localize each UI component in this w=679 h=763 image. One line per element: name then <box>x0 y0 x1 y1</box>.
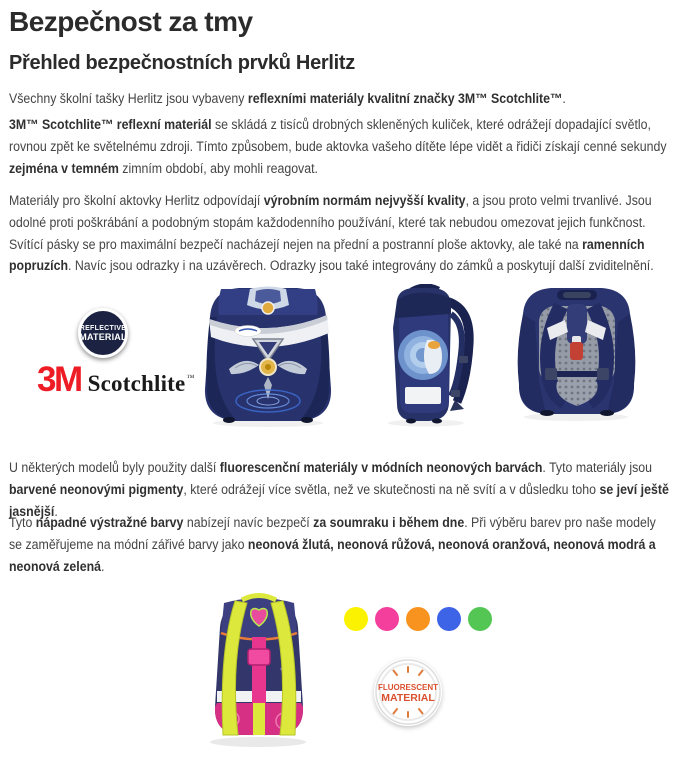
fluorescent-badge-line2: MATERIAL <box>381 692 435 704</box>
paragraph-intro: Všechny školní tašky Herlitz jsou vybaveny reflexními materiály kvalitní značky 3M™ Scotchlite™. <box>9 91 566 106</box>
neon-dot <box>344 607 368 631</box>
backpack-side-view <box>371 284 477 427</box>
paragraph-neon-colors: Tyto nápadné výstražné barvy nabízejí navíc bezpečí za soumraku i během dne. Při výběru barev pro naše modely se zaměřujeme na módní zářivé barvy jako neonová žlutá, neonová růžová, neonová oranžová, neonová modrá a neonová zelená. <box>9 515 656 574</box>
fluorescent-badge-art <box>374 658 442 726</box>
3m-scotchlite-logo <box>37 360 194 400</box>
paragraph-reflective-material: 3M™ Scotchlite™ reflexní materiál se skládá z tisíců drobných skleněných kuliček, které odrážejí dopadající světlo, rovnou zpět ke světelnému zdroji. Tímto způsobem, bude aktovka vašeho dítěte lépe vidět a řidiči získají cenné sekundy zejména v temném zimním období, aby mohli reagovat. <box>9 117 667 176</box>
section-subtitle: Přehled bezpečnostních prvků Herlitz <box>9 52 355 74</box>
neon-dot <box>375 607 399 631</box>
reflective-material-badge <box>78 308 128 358</box>
page-title: Bezpečnost za tmy <box>9 6 253 37</box>
neon-dot <box>437 607 461 631</box>
backpack-back-view <box>509 282 644 422</box>
reflective-badge-line1: REFLECTIVE <box>79 324 127 332</box>
reflective-badge-line2: MATERIAL <box>79 331 127 342</box>
paragraph-fluorescent-material: U některých modelů byly použity další fluorescenční materiály v módních neonových barvách. Tyto materiály jsou barvené neonovými pigmenty, které odrážejí více světla, než ve skutečnosti na ně svítí a v důsledku toho se jeví ještě jasnější. <box>9 460 669 519</box>
3m-logo-mark: 3M <box>37 360 81 399</box>
backpack-front-view <box>193 281 343 427</box>
neon-dot <box>468 607 492 631</box>
fluorescent-badge-line1: FLUORESCENT <box>378 683 438 692</box>
backpack-neon-front-view <box>202 591 317 749</box>
scotchlite-wordmark: Scotchlite <box>87 371 186 396</box>
neon-color-dots <box>344 607 492 631</box>
paragraph-durability: Materiály pro školní aktovky Herlitz odpovídají výrobním normám nejvyšší kvality, a jsou proto velmi trvanlivé. Jsou odolné proti poškrábání a podobným stopám každodenního používání, které tak nebudou omezovat jejich funkčnost. Svítící pásky se pro maximální bezpečí nacházejí nejen na přední a postranní ploše aktovky, ale také na ramenních popruzích. Navíc jsou odrazky i na uzávěrech. Odrazky jsou také integrovány do zámků a poskytují další zviditelnění. <box>9 193 654 274</box>
trademark-symbol: ™ <box>186 373 195 382</box>
neon-dot <box>406 607 430 631</box>
fluorescent-material-badge <box>374 658 442 726</box>
figure-reflective-backpacks <box>0 278 679 456</box>
figure-fluorescent-backpack <box>0 588 679 763</box>
